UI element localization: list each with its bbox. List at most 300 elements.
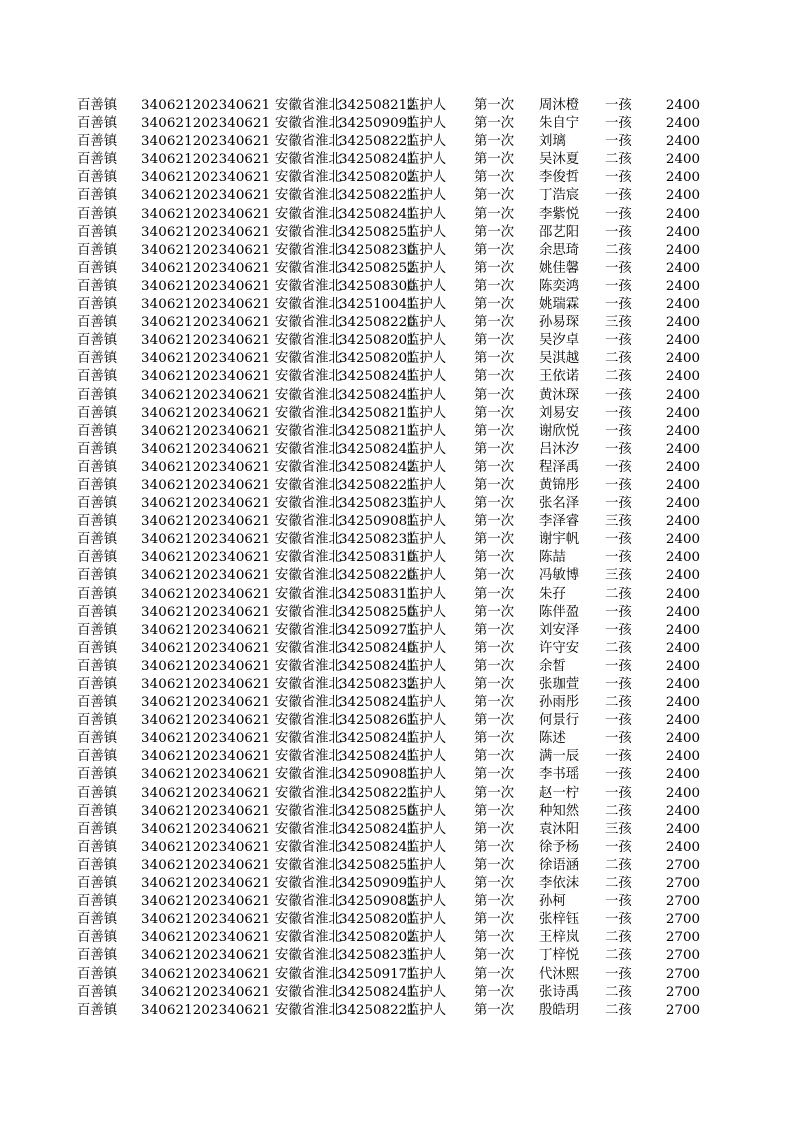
id-number-cell: 342508230: [339, 242, 416, 258]
address-cell: 安徽省淮北: [275, 260, 342, 276]
amount-cell: 2400: [665, 278, 700, 294]
code-cell: 340621202340621: [141, 278, 271, 294]
times-cell: 第一次: [474, 260, 515, 276]
role-cell: 监护人: [406, 568, 447, 584]
town-cell: 百善镇: [77, 894, 118, 910]
amount-cell: 2400: [665, 170, 700, 186]
name-cell: 王依诺: [539, 369, 580, 385]
times-cell: 第一次: [474, 767, 515, 783]
child-order-cell: 一孩: [605, 405, 632, 421]
role-cell: 监护人: [406, 857, 447, 873]
id-number-cell: 342508221: [339, 134, 416, 150]
address-cell: 安徽省淮北: [275, 622, 342, 638]
child-order-cell: 二孩: [605, 803, 632, 819]
table-row: [0, 278, 793, 296]
name-cell: 李紫悦: [539, 206, 580, 222]
town-cell: 百善镇: [77, 622, 118, 638]
name-cell: 代沐熙: [539, 966, 580, 982]
table-row: [0, 97, 793, 115]
role-cell: 监护人: [406, 586, 447, 602]
times-cell: 第一次: [474, 333, 515, 349]
address-cell: 安徽省淮北: [275, 912, 342, 928]
town-cell: 百善镇: [77, 767, 118, 783]
code-cell: 340621202340621: [141, 586, 271, 602]
code-cell: 340621202340621: [141, 857, 271, 873]
role-cell: 监护人: [406, 785, 447, 801]
town-cell: 百善镇: [77, 514, 118, 530]
id-number-cell: 342509081: [339, 767, 416, 783]
name-cell: 刘易安: [539, 405, 580, 421]
times-cell: 第一次: [474, 532, 515, 548]
address-cell: 安徽省淮北: [275, 278, 342, 294]
code-cell: 340621202340621: [141, 894, 271, 910]
address-cell: 安徽省淮北: [275, 369, 342, 385]
child-order-cell: 二孩: [605, 948, 632, 964]
code-cell: 340621202340621: [141, 496, 271, 512]
times-cell: 第一次: [474, 731, 515, 747]
town-cell: 百善镇: [77, 351, 118, 367]
role-cell: 监护人: [406, 441, 447, 457]
amount-cell: 2400: [665, 369, 700, 385]
address-cell: 安徽省淮北: [275, 98, 342, 113]
amount-cell: 2400: [665, 206, 700, 222]
role-cell: 监护人: [406, 658, 447, 674]
id-number-cell: 342508211: [339, 405, 416, 421]
role-cell: 监护人: [406, 152, 447, 168]
times-cell: 第一次: [474, 604, 515, 620]
times-cell: 第一次: [474, 550, 515, 566]
amount-cell: 2400: [665, 550, 700, 566]
address-cell: 安徽省淮北: [275, 839, 342, 855]
child-order-cell: 一孩: [605, 713, 632, 729]
table-row: [0, 857, 793, 875]
address-cell: 安徽省淮北: [275, 206, 342, 222]
times-cell: 第一次: [474, 297, 515, 313]
child-order-cell: 一孩: [605, 966, 632, 982]
role-cell: 监护人: [406, 116, 447, 132]
table-row: [0, 224, 793, 242]
times-cell: 第一次: [474, 496, 515, 512]
id-number-cell: 342508231: [339, 532, 416, 548]
address-cell: 安徽省淮北: [275, 695, 342, 711]
child-order-cell: 二孩: [605, 1002, 632, 1018]
code-cell: 340621202340621: [141, 98, 271, 113]
child-order-cell: 一孩: [605, 604, 632, 620]
town-cell: 百善镇: [77, 640, 118, 656]
address-cell: 安徽省淮北: [275, 677, 342, 692]
town-cell: 百善镇: [77, 260, 118, 276]
child-order-cell: 一孩: [605, 767, 632, 783]
child-order-cell: 一孩: [605, 387, 632, 403]
times-cell: 第一次: [474, 134, 515, 150]
code-cell: 340621202340621: [141, 550, 271, 566]
name-cell: 张名泽: [539, 496, 580, 512]
town-cell: 百善镇: [77, 242, 118, 258]
amount-cell: 2700: [665, 857, 700, 873]
name-cell: 朱孖: [539, 586, 566, 602]
town-cell: 百善镇: [77, 224, 118, 240]
child-order-cell: 一孩: [605, 839, 632, 855]
town-cell: 百善镇: [77, 116, 118, 132]
id-number-cell: 342510041: [339, 297, 416, 313]
address-cell: 安徽省淮北: [275, 532, 342, 548]
child-order-cell: 一孩: [605, 297, 632, 313]
id-number-cell: 342508232: [339, 677, 416, 692]
amount-cell: 2400: [665, 785, 700, 801]
times-cell: 第一次: [474, 242, 515, 258]
name-cell: 李泽睿: [539, 514, 580, 530]
code-cell: 340621202340621: [141, 658, 271, 674]
table-row: [0, 821, 793, 839]
address-cell: 安徽省淮北: [275, 333, 342, 349]
amount-cell: 2400: [665, 405, 700, 421]
id-number-cell: 342508221: [339, 188, 416, 204]
address-cell: 安徽省淮北: [275, 876, 342, 892]
name-cell: 丁梓悦: [539, 948, 580, 964]
id-number-cell: 342509082: [339, 894, 416, 910]
address-cell: 安徽省淮北: [275, 116, 342, 132]
role-cell: 监护人: [406, 767, 447, 783]
amount-cell: 2400: [665, 749, 700, 765]
name-cell: 李书瑶: [539, 767, 580, 783]
town-cell: 百善镇: [77, 731, 118, 747]
town-cell: 百善镇: [77, 930, 118, 946]
child-order-cell: 一孩: [605, 550, 632, 566]
name-cell: 姚瑞霖: [539, 297, 580, 313]
role-cell: 监护人: [406, 984, 447, 1000]
times-cell: 第一次: [474, 98, 515, 113]
child-order-cell: 一孩: [605, 278, 632, 294]
town-cell: 百善镇: [77, 876, 118, 892]
id-number-cell: 342509171: [339, 966, 416, 982]
child-order-cell: 二孩: [605, 876, 632, 892]
amount-cell: 2400: [665, 387, 700, 403]
times-cell: 第一次: [474, 459, 515, 475]
name-cell: 刘璃: [539, 134, 566, 150]
address-cell: 安徽省淮北: [275, 930, 342, 946]
address-cell: 安徽省淮北: [275, 984, 342, 1000]
table-row: [0, 260, 793, 278]
town-cell: 百善镇: [77, 496, 118, 512]
address-cell: 安徽省淮北: [275, 405, 342, 421]
id-number-cell: 342508241: [339, 695, 416, 711]
address-cell: 安徽省淮北: [275, 496, 342, 512]
id-number-cell: 342508220: [339, 568, 416, 584]
address-cell: 安徽省淮北: [275, 948, 342, 964]
id-number-cell: 342508250: [339, 604, 416, 620]
amount-cell: 2700: [665, 966, 700, 982]
role-cell: 监护人: [406, 405, 447, 421]
id-number-cell: 342508231: [339, 496, 416, 512]
amount-cell: 2400: [665, 260, 700, 276]
child-order-cell: 一孩: [605, 912, 632, 928]
role-cell: 监护人: [406, 821, 447, 837]
id-number-cell: 342508201: [339, 351, 416, 367]
amount-cell: 2400: [665, 423, 700, 439]
code-cell: 340621202340621: [141, 568, 271, 584]
code-cell: 340621202340621: [141, 297, 271, 313]
times-cell: 第一次: [474, 713, 515, 729]
id-number-cell: 342508261: [339, 713, 416, 729]
amount-cell: 2400: [665, 821, 700, 837]
name-cell: 袁沐阳: [539, 821, 580, 837]
id-number-cell: 342508241: [339, 731, 416, 747]
table-row: [0, 206, 793, 224]
times-cell: 第一次: [474, 224, 515, 240]
amount-cell: 2400: [665, 242, 700, 258]
id-number-cell: 342508310: [339, 550, 416, 566]
id-number-cell: 342508241: [339, 821, 416, 837]
times-cell: 第一次: [474, 821, 515, 837]
name-cell: 种知然: [539, 803, 580, 819]
name-cell: 徐语涵: [539, 857, 580, 873]
code-cell: 340621202340621: [141, 242, 271, 258]
table-row: [0, 966, 793, 984]
amount-cell: 2700: [665, 1002, 700, 1018]
town-cell: 百善镇: [77, 658, 118, 674]
role-cell: 监护人: [406, 423, 447, 439]
amount-cell: 2400: [665, 496, 700, 512]
role-cell: 监护人: [406, 640, 447, 656]
child-order-cell: 二孩: [605, 857, 632, 873]
amount-cell: 2400: [665, 731, 700, 747]
child-order-cell: 一孩: [605, 441, 632, 457]
times-cell: 第一次: [474, 785, 515, 801]
name-cell: 满一辰: [539, 749, 580, 765]
table-row: [0, 151, 793, 169]
role-cell: 监护人: [406, 749, 447, 765]
times-cell: 第一次: [474, 405, 515, 421]
id-number-cell: 342508241: [339, 206, 416, 222]
role-cell: 监护人: [406, 260, 447, 276]
address-cell: 安徽省淮北: [275, 821, 342, 837]
role-cell: 监护人: [406, 514, 447, 530]
address-cell: 安徽省淮北: [275, 441, 342, 457]
address-cell: 安徽省淮北: [275, 857, 342, 873]
name-cell: 余思琦: [539, 242, 580, 258]
times-cell: 第一次: [474, 441, 515, 457]
code-cell: 340621202340621: [141, 785, 271, 801]
name-cell: 陈伴盈: [539, 604, 580, 620]
role-cell: 监护人: [406, 278, 447, 294]
town-cell: 百善镇: [77, 695, 118, 711]
address-cell: 安徽省淮北: [275, 713, 342, 729]
address-cell: 安徽省淮北: [275, 315, 342, 331]
id-number-cell: 342509091: [339, 876, 416, 892]
town-cell: 百善镇: [77, 170, 118, 186]
times-cell: 第一次: [474, 170, 515, 186]
town-cell: 百善镇: [77, 677, 118, 692]
name-cell: 许守安: [539, 640, 580, 656]
amount-cell: 2400: [665, 695, 700, 711]
times-cell: 第一次: [474, 351, 515, 367]
code-cell: 340621202340621: [141, 477, 271, 493]
name-cell: 张诗禹: [539, 984, 580, 1000]
table-row: [0, 803, 793, 821]
table-row: [0, 748, 793, 766]
address-cell: 安徽省淮北: [275, 640, 342, 656]
town-cell: 百善镇: [77, 333, 118, 349]
table-row: [0, 495, 793, 513]
child-order-cell: 一孩: [605, 749, 632, 765]
id-number-cell: 342508311: [339, 586, 416, 602]
child-order-cell: 一孩: [605, 477, 632, 493]
name-cell: 李依沫: [539, 876, 580, 892]
table-row: [0, 586, 793, 604]
code-cell: 340621202340621: [141, 948, 271, 964]
times-cell: 第一次: [474, 423, 515, 439]
town-cell: 百善镇: [77, 803, 118, 819]
code-cell: 340621202340621: [141, 369, 271, 385]
role-cell: 监护人: [406, 695, 447, 711]
child-order-cell: 一孩: [605, 116, 632, 132]
name-cell: 丁浩宸: [539, 188, 580, 204]
id-number-cell: 342508252: [339, 260, 416, 276]
amount-cell: 2400: [665, 477, 700, 493]
role-cell: 监护人: [406, 496, 447, 512]
table-row: [0, 169, 793, 187]
child-order-cell: 三孩: [605, 514, 632, 530]
code-cell: 340621202340621: [141, 966, 271, 982]
amount-cell: 2400: [665, 586, 700, 602]
town-cell: 百善镇: [77, 423, 118, 439]
address-cell: 安徽省淮北: [275, 767, 342, 783]
name-cell: 朱自宁: [539, 116, 580, 132]
amount-cell: 2700: [665, 912, 700, 928]
child-order-cell: 二孩: [605, 640, 632, 656]
name-cell: 陈喆: [539, 550, 566, 566]
table-row: [0, 549, 793, 567]
code-cell: 340621202340621: [141, 749, 271, 765]
times-cell: 第一次: [474, 948, 515, 964]
amount-cell: 2400: [665, 640, 700, 656]
name-cell: 余皙: [539, 658, 566, 674]
address-cell: 安徽省淮北: [275, 134, 342, 150]
table-row: [0, 622, 793, 640]
table-row: [0, 441, 793, 459]
child-order-cell: 一孩: [605, 496, 632, 512]
name-cell: 吴汐卓: [539, 333, 580, 349]
town-cell: 百善镇: [77, 278, 118, 294]
code-cell: 340621202340621: [141, 206, 271, 222]
table-row: [0, 350, 793, 368]
id-number-cell: 342508231: [339, 948, 416, 964]
id-number-cell: 342508202: [339, 170, 416, 186]
name-cell: 陈奕鸿: [539, 278, 580, 294]
town-cell: 百善镇: [77, 749, 118, 765]
town-cell: 百善镇: [77, 297, 118, 313]
code-cell: 340621202340621: [141, 912, 271, 928]
address-cell: 安徽省淮北: [275, 586, 342, 602]
code-cell: 340621202340621: [141, 876, 271, 892]
table-row: [0, 839, 793, 857]
amount-cell: 2400: [665, 839, 700, 855]
table-row: [0, 405, 793, 423]
amount-cell: 2700: [665, 894, 700, 910]
child-order-cell: 二孩: [605, 152, 632, 168]
name-cell: 黄沐琛: [539, 387, 580, 403]
table-row: [0, 242, 793, 260]
town-cell: 百善镇: [77, 405, 118, 421]
id-number-cell: 342508221: [339, 477, 416, 493]
times-cell: 第一次: [474, 658, 515, 674]
id-number-cell: 342508201: [339, 912, 416, 928]
name-cell: 李俊哲: [539, 170, 580, 186]
town-cell: 百善镇: [77, 948, 118, 964]
role-cell: 监护人: [406, 839, 447, 855]
code-cell: 340621202340621: [141, 677, 271, 692]
town-cell: 百善镇: [77, 206, 118, 222]
table-row: [0, 387, 793, 405]
child-order-cell: 一孩: [605, 224, 632, 240]
code-cell: 340621202340621: [141, 188, 271, 204]
table-row: [0, 785, 793, 803]
role-cell: 监护人: [406, 876, 447, 892]
name-cell: 吴淇越: [539, 351, 580, 367]
code-cell: 340621202340621: [141, 695, 271, 711]
town-cell: 百善镇: [77, 821, 118, 837]
table-row: [0, 676, 793, 694]
table-row: [0, 929, 793, 947]
table-row: [0, 694, 793, 712]
amount-cell: 2400: [665, 713, 700, 729]
times-cell: 第一次: [474, 677, 515, 692]
child-order-cell: 一孩: [605, 532, 632, 548]
id-number-cell: 342509091: [339, 116, 416, 132]
table-row: [0, 423, 793, 441]
role-cell: 监护人: [406, 477, 447, 493]
table-row: [0, 133, 793, 151]
amount-cell: 2700: [665, 948, 700, 964]
code-cell: 340621202340621: [141, 116, 271, 132]
town-cell: 百善镇: [77, 586, 118, 602]
id-number-cell: 342508241: [339, 658, 416, 674]
id-number-cell: 342508241: [339, 441, 416, 457]
child-order-cell: 二孩: [605, 695, 632, 711]
id-number-cell: 342508242: [339, 459, 416, 475]
id-number-cell: 342509081: [339, 514, 416, 530]
town-cell: 百善镇: [77, 477, 118, 493]
role-cell: 监护人: [406, 387, 447, 403]
table-row: [0, 1002, 793, 1020]
role-cell: 监护人: [406, 224, 447, 240]
town-cell: 百善镇: [77, 188, 118, 204]
name-cell: 徐予杨: [539, 839, 580, 855]
table-row: [0, 531, 793, 549]
times-cell: 第一次: [474, 116, 515, 132]
times-cell: 第一次: [474, 966, 515, 982]
name-cell: 邵艺阳: [539, 224, 580, 240]
role-cell: 监护人: [406, 242, 447, 258]
name-cell: 孙柯: [539, 894, 566, 910]
id-number-cell: 342508251: [339, 857, 416, 873]
town-cell: 百善镇: [77, 1002, 118, 1018]
table-row: [0, 947, 793, 965]
code-cell: 340621202340621: [141, 604, 271, 620]
amount-cell: 2400: [665, 315, 700, 331]
code-cell: 340621202340621: [141, 387, 271, 403]
amount-cell: 2400: [665, 658, 700, 674]
role-cell: 监护人: [406, 677, 447, 692]
times-cell: 第一次: [474, 568, 515, 584]
times-cell: 第一次: [474, 984, 515, 1000]
id-number-cell: 342508241: [339, 984, 416, 1000]
code-cell: 340621202340621: [141, 441, 271, 457]
amount-cell: 2400: [665, 116, 700, 132]
table-row: [0, 911, 793, 929]
times-cell: 第一次: [474, 315, 515, 331]
data-table: [0, 97, 793, 1020]
